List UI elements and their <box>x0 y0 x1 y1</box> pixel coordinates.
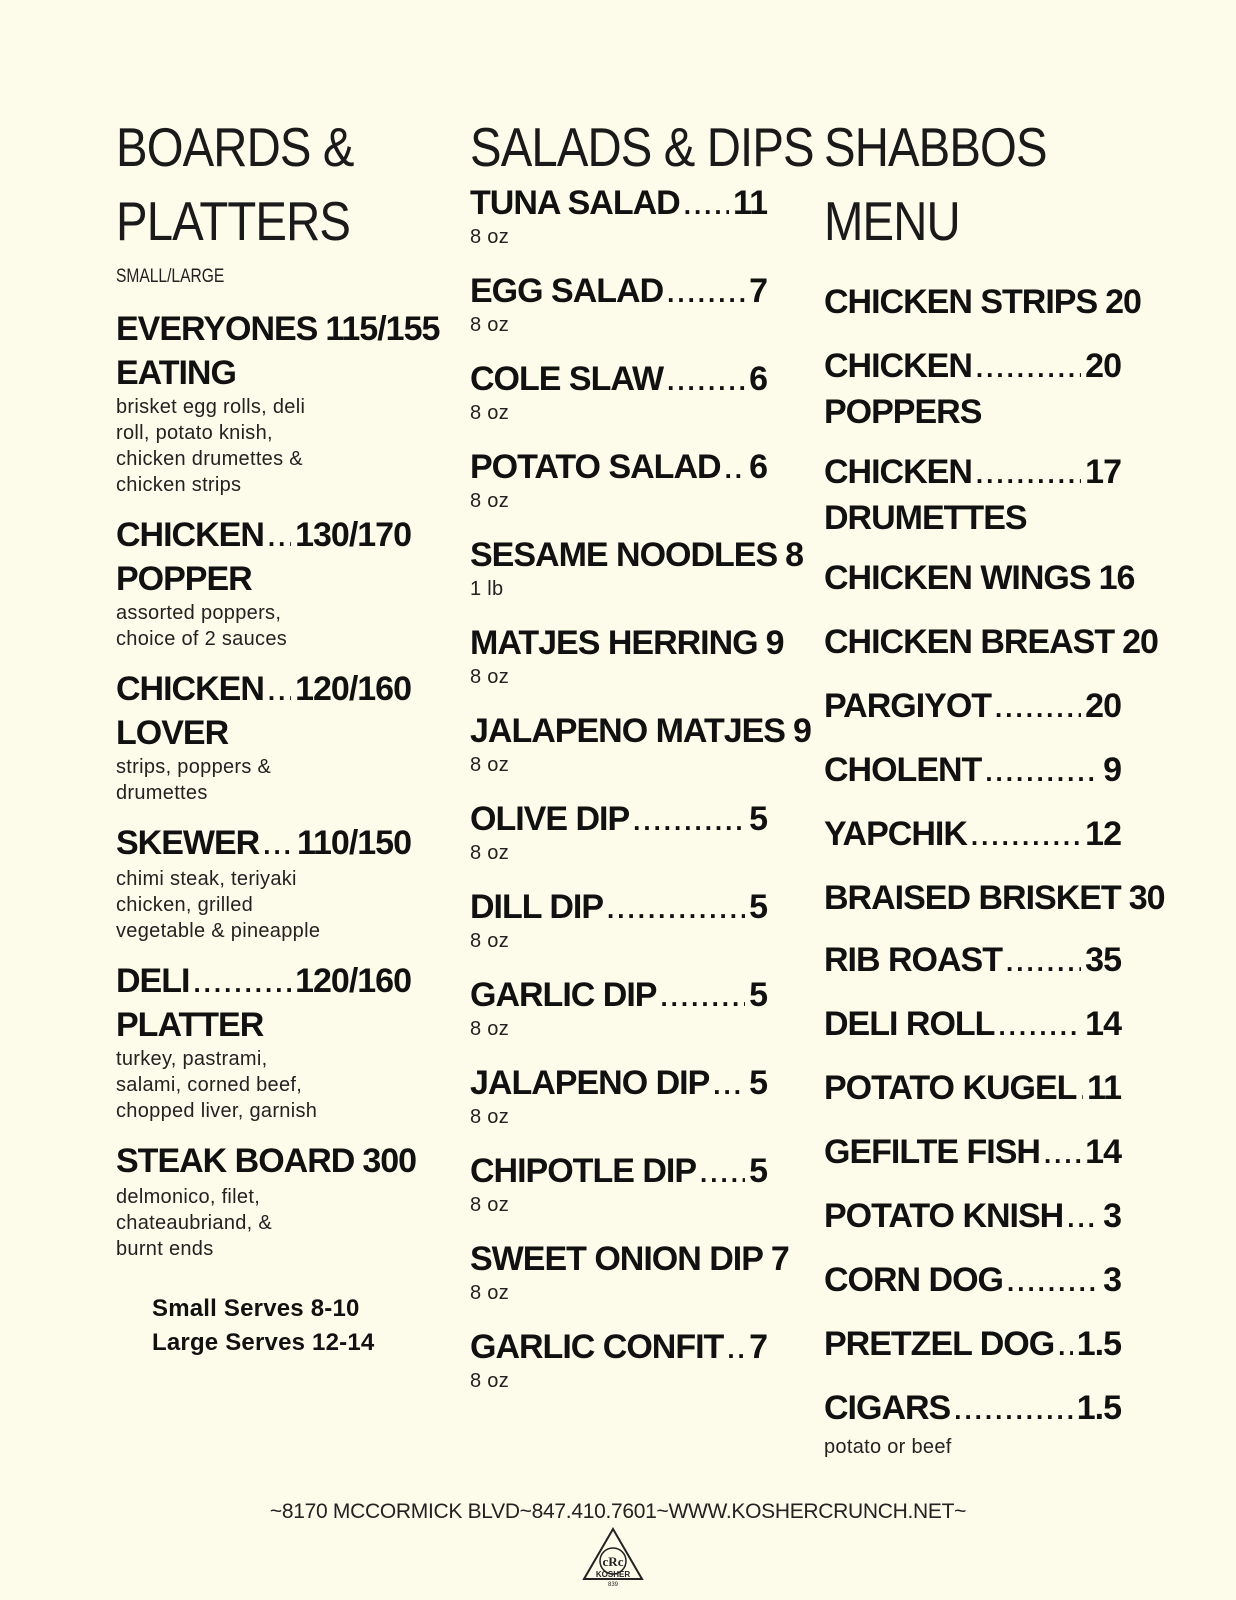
menu-item-price: 20 <box>1122 623 1158 661</box>
menu-item-price: 3 <box>1103 1261 1121 1299</box>
menu-item <box>470 536 804 624</box>
menu-item-price: 17 <box>1085 453 1121 491</box>
menu-item-dot-leader <box>971 812 1081 860</box>
menu-item-name: CHICKEN STRIPS <box>824 283 1098 321</box>
menu-item-price: 6 <box>749 360 767 398</box>
menu-item-line <box>470 1328 767 1368</box>
menu-item-price: 12 <box>1085 815 1121 853</box>
menu-item <box>824 746 1121 796</box>
menu-item-line <box>824 1384 1121 1434</box>
menu-item-line <box>824 1000 1121 1050</box>
menu-item <box>824 936 1121 986</box>
menu-item-name: COLE SLAW <box>470 360 664 398</box>
menu-item-description: 8 oz <box>470 314 510 336</box>
menu-item <box>116 822 411 944</box>
menu-item-line <box>116 1140 417 1184</box>
menu-item-price: 20 <box>1085 347 1121 385</box>
menu-item-dot-leader <box>667 274 745 312</box>
menu-item-price: 7 <box>749 1328 767 1366</box>
menu-item-name-continued: LOVER <box>116 714 229 752</box>
serving-notes <box>152 1292 411 1360</box>
menu-item-dot-leader <box>1058 1322 1073 1370</box>
menu-item-dot-leader <box>1044 1130 1081 1178</box>
boards-title-line2: PLATTERS <box>116 190 351 252</box>
menu-item-line <box>824 936 1121 986</box>
menu-item-description: potato or beef <box>824 1436 952 1458</box>
menu-item-name: SWEET ONION DIP <box>470 1240 763 1278</box>
menu-item-name-continued: PLATTER <box>116 1006 264 1044</box>
footer-contact-line: ~8170 MCCORMICK BLVD~847.410.7601~WWW.KOSHERCRUNCH.NET~ <box>269 1500 967 1523</box>
menu-item-price: 300 <box>362 1142 417 1180</box>
menu-item-line <box>116 308 440 352</box>
menu-item-line <box>116 668 411 712</box>
menu-item-description: 8 oz <box>470 1018 510 1040</box>
menu-item-line <box>470 1240 789 1280</box>
menu-item-line <box>116 514 411 558</box>
menu-item-name: STEAK BOARD <box>116 1142 355 1180</box>
menu-item-line <box>470 712 811 752</box>
menu-item <box>116 668 411 806</box>
menu-item-name: GARLIC CONFIT <box>470 1328 724 1366</box>
menu-item <box>824 1192 1121 1242</box>
menu-item-line <box>470 976 767 1016</box>
menu-item <box>824 1384 1121 1460</box>
menu-item-price: 9 <box>765 624 784 662</box>
menu-item-name: POTATO KNISH <box>824 1197 1064 1235</box>
menu-item-dot-leader <box>985 748 1099 796</box>
salads-item-list <box>470 184 811 1416</box>
menu-item-name: SKEWER <box>116 824 260 862</box>
menu-item-name: PRETZEL DOG <box>824 1325 1055 1363</box>
shabbos-title-line2: MENU <box>824 190 960 252</box>
menu-item <box>470 1064 767 1152</box>
menu-item <box>824 554 1135 604</box>
menu-item-dot-leader <box>976 344 1081 392</box>
menu-item-line <box>824 1064 1121 1114</box>
menu-item-price: 8 <box>785 536 804 574</box>
menu-item-line <box>824 342 1121 392</box>
menu-item-description: 8 oz <box>470 1106 510 1128</box>
menu-item-name: JALAPENO MATJES <box>470 712 785 750</box>
menu-item-dot-leader <box>633 802 745 840</box>
menu-item <box>470 1152 767 1240</box>
menu-item-line <box>824 746 1121 796</box>
menu-item-price: 1.5 <box>1076 1325 1121 1363</box>
menu-item-description: 8 oz <box>470 1194 510 1216</box>
menu-item-dot-leader <box>660 978 745 1016</box>
menu-item <box>824 682 1121 732</box>
menu-item-dot-leader <box>713 1066 745 1104</box>
menu-item-line <box>824 618 1158 668</box>
menu-item-line <box>470 360 767 400</box>
menu-item-dot-leader <box>954 1386 1073 1434</box>
menu-item <box>116 514 411 652</box>
menu-item-price: 110/150 <box>296 824 411 862</box>
menu-item-price: 14 <box>1085 1005 1121 1043</box>
menu-item-name: CIGARS <box>824 1389 951 1427</box>
menu-item-description: chicken drumettes & <box>116 448 303 470</box>
menu-item-description: 8 oz <box>470 226 510 248</box>
menu-item-dot-leader <box>1080 1066 1083 1114</box>
menu-item-price: 130/170 <box>295 516 411 554</box>
menu-item-price: 1.5 <box>1076 1389 1121 1427</box>
menu-item-price: 5 <box>749 976 767 1014</box>
menu-item-name: CHICKEN WINGS <box>824 559 1091 597</box>
menu-item-dot-leader <box>607 890 745 928</box>
serving-note-large: Large Serves 12-14 <box>152 1329 375 1356</box>
crc-kosher-logo <box>582 1527 644 1589</box>
menu-item-name-continued: DRUMETTES <box>824 499 1027 537</box>
menu-item-price: 5 <box>749 1064 767 1102</box>
menu-item-dot-leader <box>725 450 746 488</box>
menu-item-description: 8 oz <box>470 402 510 424</box>
menu-item-name: CORN DOG <box>824 1261 1003 1299</box>
menu-item-name: GEFILTE FISH <box>824 1133 1040 1171</box>
menu-item-name: YAPCHIK <box>824 815 967 853</box>
crc-logo-number: 839 <box>607 1582 619 1588</box>
shabbos-menu-column <box>824 110 1165 1460</box>
menu-item <box>824 1000 1121 1050</box>
menu-item <box>470 712 811 800</box>
menu-item-line <box>470 1064 767 1104</box>
menu-item-price: 120/160 <box>295 670 411 708</box>
menu-item <box>470 272 767 360</box>
menu-item-price: 14 <box>1085 1133 1121 1171</box>
menu-item-description: chicken strips <box>116 474 242 496</box>
menu-item <box>824 1064 1121 1114</box>
menu-item-description: strips, poppers & <box>116 756 272 778</box>
shabbos-title-line1: SHABBOS <box>824 116 1047 178</box>
menu-item-line <box>470 800 767 840</box>
menu-item-line <box>824 874 1165 922</box>
menu-item-description: vegetable & pineapple <box>116 920 321 942</box>
menu-item-line <box>470 624 784 664</box>
menu-item-name: MATJES HERRING <box>470 624 758 662</box>
menu-item <box>824 874 1165 922</box>
menu-item-line <box>470 184 767 224</box>
menu-item-description: brisket egg rolls, deli <box>116 396 306 418</box>
menu-item-price: 9 <box>792 712 811 750</box>
menu-item-name: DILL DIP <box>470 888 604 926</box>
menu-item-line <box>116 960 411 1004</box>
menu-item-line <box>470 448 767 488</box>
menu-item-name: POTATO SALAD <box>470 448 721 486</box>
menu-item <box>116 1140 417 1262</box>
menu-item-line <box>470 1152 767 1192</box>
menu-item-line <box>470 888 767 928</box>
crc-logo-letters: cRc <box>602 1554 624 1569</box>
menu-item-line <box>824 278 1141 328</box>
menu-item-line <box>470 536 804 576</box>
menu-item <box>116 960 411 1124</box>
menu-item-description: 8 oz <box>470 1370 510 1392</box>
menu-item-name: CHICKEN BREAST <box>824 623 1115 661</box>
boards-subtitle: SMALL/LARGE <box>116 266 225 287</box>
menu-item-dot-leader <box>268 516 291 558</box>
menu-item-name: JALAPENO DIP <box>470 1064 710 1102</box>
boards-title-line1: BOARDS & <box>116 116 354 178</box>
menu-item-description: delmonico, filet, <box>116 1186 261 1208</box>
menu-item-dot-leader <box>998 1002 1081 1050</box>
menu-item-price: 16 <box>1098 559 1135 597</box>
menu-item-name: EGG SALAD <box>470 272 664 310</box>
menu-item <box>824 448 1121 540</box>
menu-item-price: 5 <box>749 800 767 838</box>
menu-item <box>470 448 767 536</box>
menu-item-line <box>824 554 1135 604</box>
menu-item <box>824 278 1141 328</box>
menu-item-dot-leader <box>268 670 291 712</box>
menu-item-name: EVERYONES <box>116 310 318 348</box>
menu-item-price: 20 <box>1085 687 1121 725</box>
menu-item-name-continued: POPPER <box>116 560 252 598</box>
menu-item-description: assorted poppers, <box>116 602 282 624</box>
menu-item-line <box>116 822 411 866</box>
salads-title: SALADS & DIPS <box>470 116 814 178</box>
menu-item-price: 9 <box>1103 751 1121 789</box>
menu-item-line <box>824 1256 1121 1306</box>
menu-item-price: 6 <box>749 448 767 486</box>
menu-item-name-continued: EATING <box>116 354 236 392</box>
menu-item-description: chicken, grilled <box>116 894 254 916</box>
menu-item <box>470 184 767 272</box>
menu-item-line <box>824 1192 1121 1242</box>
serving-note-small: Small Serves 8-10 <box>152 1295 360 1322</box>
menu-item <box>824 1256 1121 1306</box>
menu-item <box>470 800 767 888</box>
menu-item-line <box>824 682 1121 732</box>
menu-item-description: turkey, pastrami, <box>116 1048 268 1070</box>
menu-item-description: drumettes <box>116 782 208 804</box>
boards-platters-column <box>116 110 440 1360</box>
menu-item <box>116 308 440 498</box>
menu-item <box>824 810 1121 860</box>
menu-item-price: 11 <box>1087 1069 1121 1107</box>
menu-item-name: CHOLENT <box>824 751 982 789</box>
menu-item-description: 8 oz <box>470 842 510 864</box>
menu-item-price: 120/160 <box>295 962 411 1000</box>
menu-item-name: DELI <box>116 962 190 1000</box>
menu-item-line <box>824 810 1121 860</box>
menu-item <box>470 624 784 712</box>
menu-item-dot-leader <box>1007 1258 1099 1306</box>
menu-item <box>470 1328 767 1416</box>
menu-item-description: salami, corned beef, <box>116 1074 303 1096</box>
menu-item-dot-leader <box>700 1154 745 1192</box>
menu-item-price: 20 <box>1105 283 1141 321</box>
menu-item <box>470 976 767 1064</box>
menu-item-name: RIB ROAST <box>824 941 1002 979</box>
menu-item-name: PARGIYOT <box>824 687 992 725</box>
menu-item-description: 1 lb <box>470 578 504 600</box>
menu-item-price: 7 <box>770 1240 789 1278</box>
menu-item-description: choice of 2 sauces <box>116 628 288 650</box>
menu-item <box>470 1240 789 1328</box>
menu-item-line <box>824 448 1121 498</box>
crc-logo-kosher: KOSHER <box>595 1570 631 1579</box>
menu-item-price: 35 <box>1085 941 1121 979</box>
menu-item-price: 115/155 <box>325 310 440 348</box>
menu-item-description: 8 oz <box>470 490 510 512</box>
shabbos-item-list <box>824 278 1165 1460</box>
menu-item <box>470 888 767 976</box>
menu-item-description: roll, potato knish, <box>116 422 273 444</box>
menu-item-price: 30 <box>1128 879 1165 917</box>
menu-item-dot-leader <box>684 186 729 224</box>
menu-item-line <box>824 1128 1121 1178</box>
menu-item-description: burnt ends <box>116 1238 214 1260</box>
menu-item <box>824 342 1121 434</box>
menu-item-description: chopped liver, garnish <box>116 1100 318 1122</box>
salads-dips-column <box>470 110 814 1416</box>
menu-item-dot-leader <box>193 962 291 1004</box>
menu-item-dot-leader <box>1067 1194 1099 1242</box>
menu-item-name: OLIVE DIP <box>470 800 630 838</box>
menu-item-name: CHICKEN <box>824 347 972 385</box>
menu-item-name-continued: POPPERS <box>824 393 982 431</box>
menu-item-description: 8 oz <box>470 666 510 688</box>
menu-item-description: chateaubriand, & <box>116 1212 273 1234</box>
menu-item <box>824 1320 1121 1370</box>
menu-item-description: 8 oz <box>470 930 510 952</box>
menu-item-price: 3 <box>1103 1197 1121 1235</box>
menu-item-dot-leader <box>995 684 1081 732</box>
boards-item-list <box>116 308 440 1262</box>
menu-item-dot-leader <box>1006 938 1081 986</box>
menu-item-dot-leader <box>263 824 293 866</box>
menu-item-name: TUNA SALAD <box>470 184 680 222</box>
menu-item-dot-leader <box>976 450 1081 498</box>
menu-item-dot-leader <box>667 362 745 400</box>
menu-item-price: 5 <box>749 1152 767 1190</box>
menu-item-name: CHICKEN <box>116 670 264 708</box>
menu-item-name: CHICKEN <box>116 516 264 554</box>
menu-item-price: 7 <box>749 272 767 310</box>
menu-item-dot-leader <box>727 1330 745 1368</box>
menu-item-name: CHICKEN <box>824 453 972 491</box>
menu-item-name: BRAISED BRISKET <box>824 879 1121 917</box>
menu-item <box>824 1128 1121 1178</box>
menu-item-price: 11 <box>733 184 767 222</box>
menu-item-description: 8 oz <box>470 754 510 776</box>
menu-item-description: 8 oz <box>470 1282 510 1304</box>
menu-item-line <box>824 1320 1121 1370</box>
menu-item-name: DELI ROLL <box>824 1005 995 1043</box>
menu-item-name: GARLIC DIP <box>470 976 657 1014</box>
menu-item-price: 5 <box>749 888 767 926</box>
menu-item-name: POTATO KUGEL <box>824 1069 1077 1107</box>
menu-item <box>824 618 1158 668</box>
menu-item <box>470 360 767 448</box>
menu-item-description: chimi steak, teriyaki <box>116 868 297 890</box>
menu-item-line <box>470 272 767 312</box>
menu-item-name: SESAME NOODLES <box>470 536 778 574</box>
menu-item-name: CHIPOTLE DIP <box>470 1152 697 1190</box>
